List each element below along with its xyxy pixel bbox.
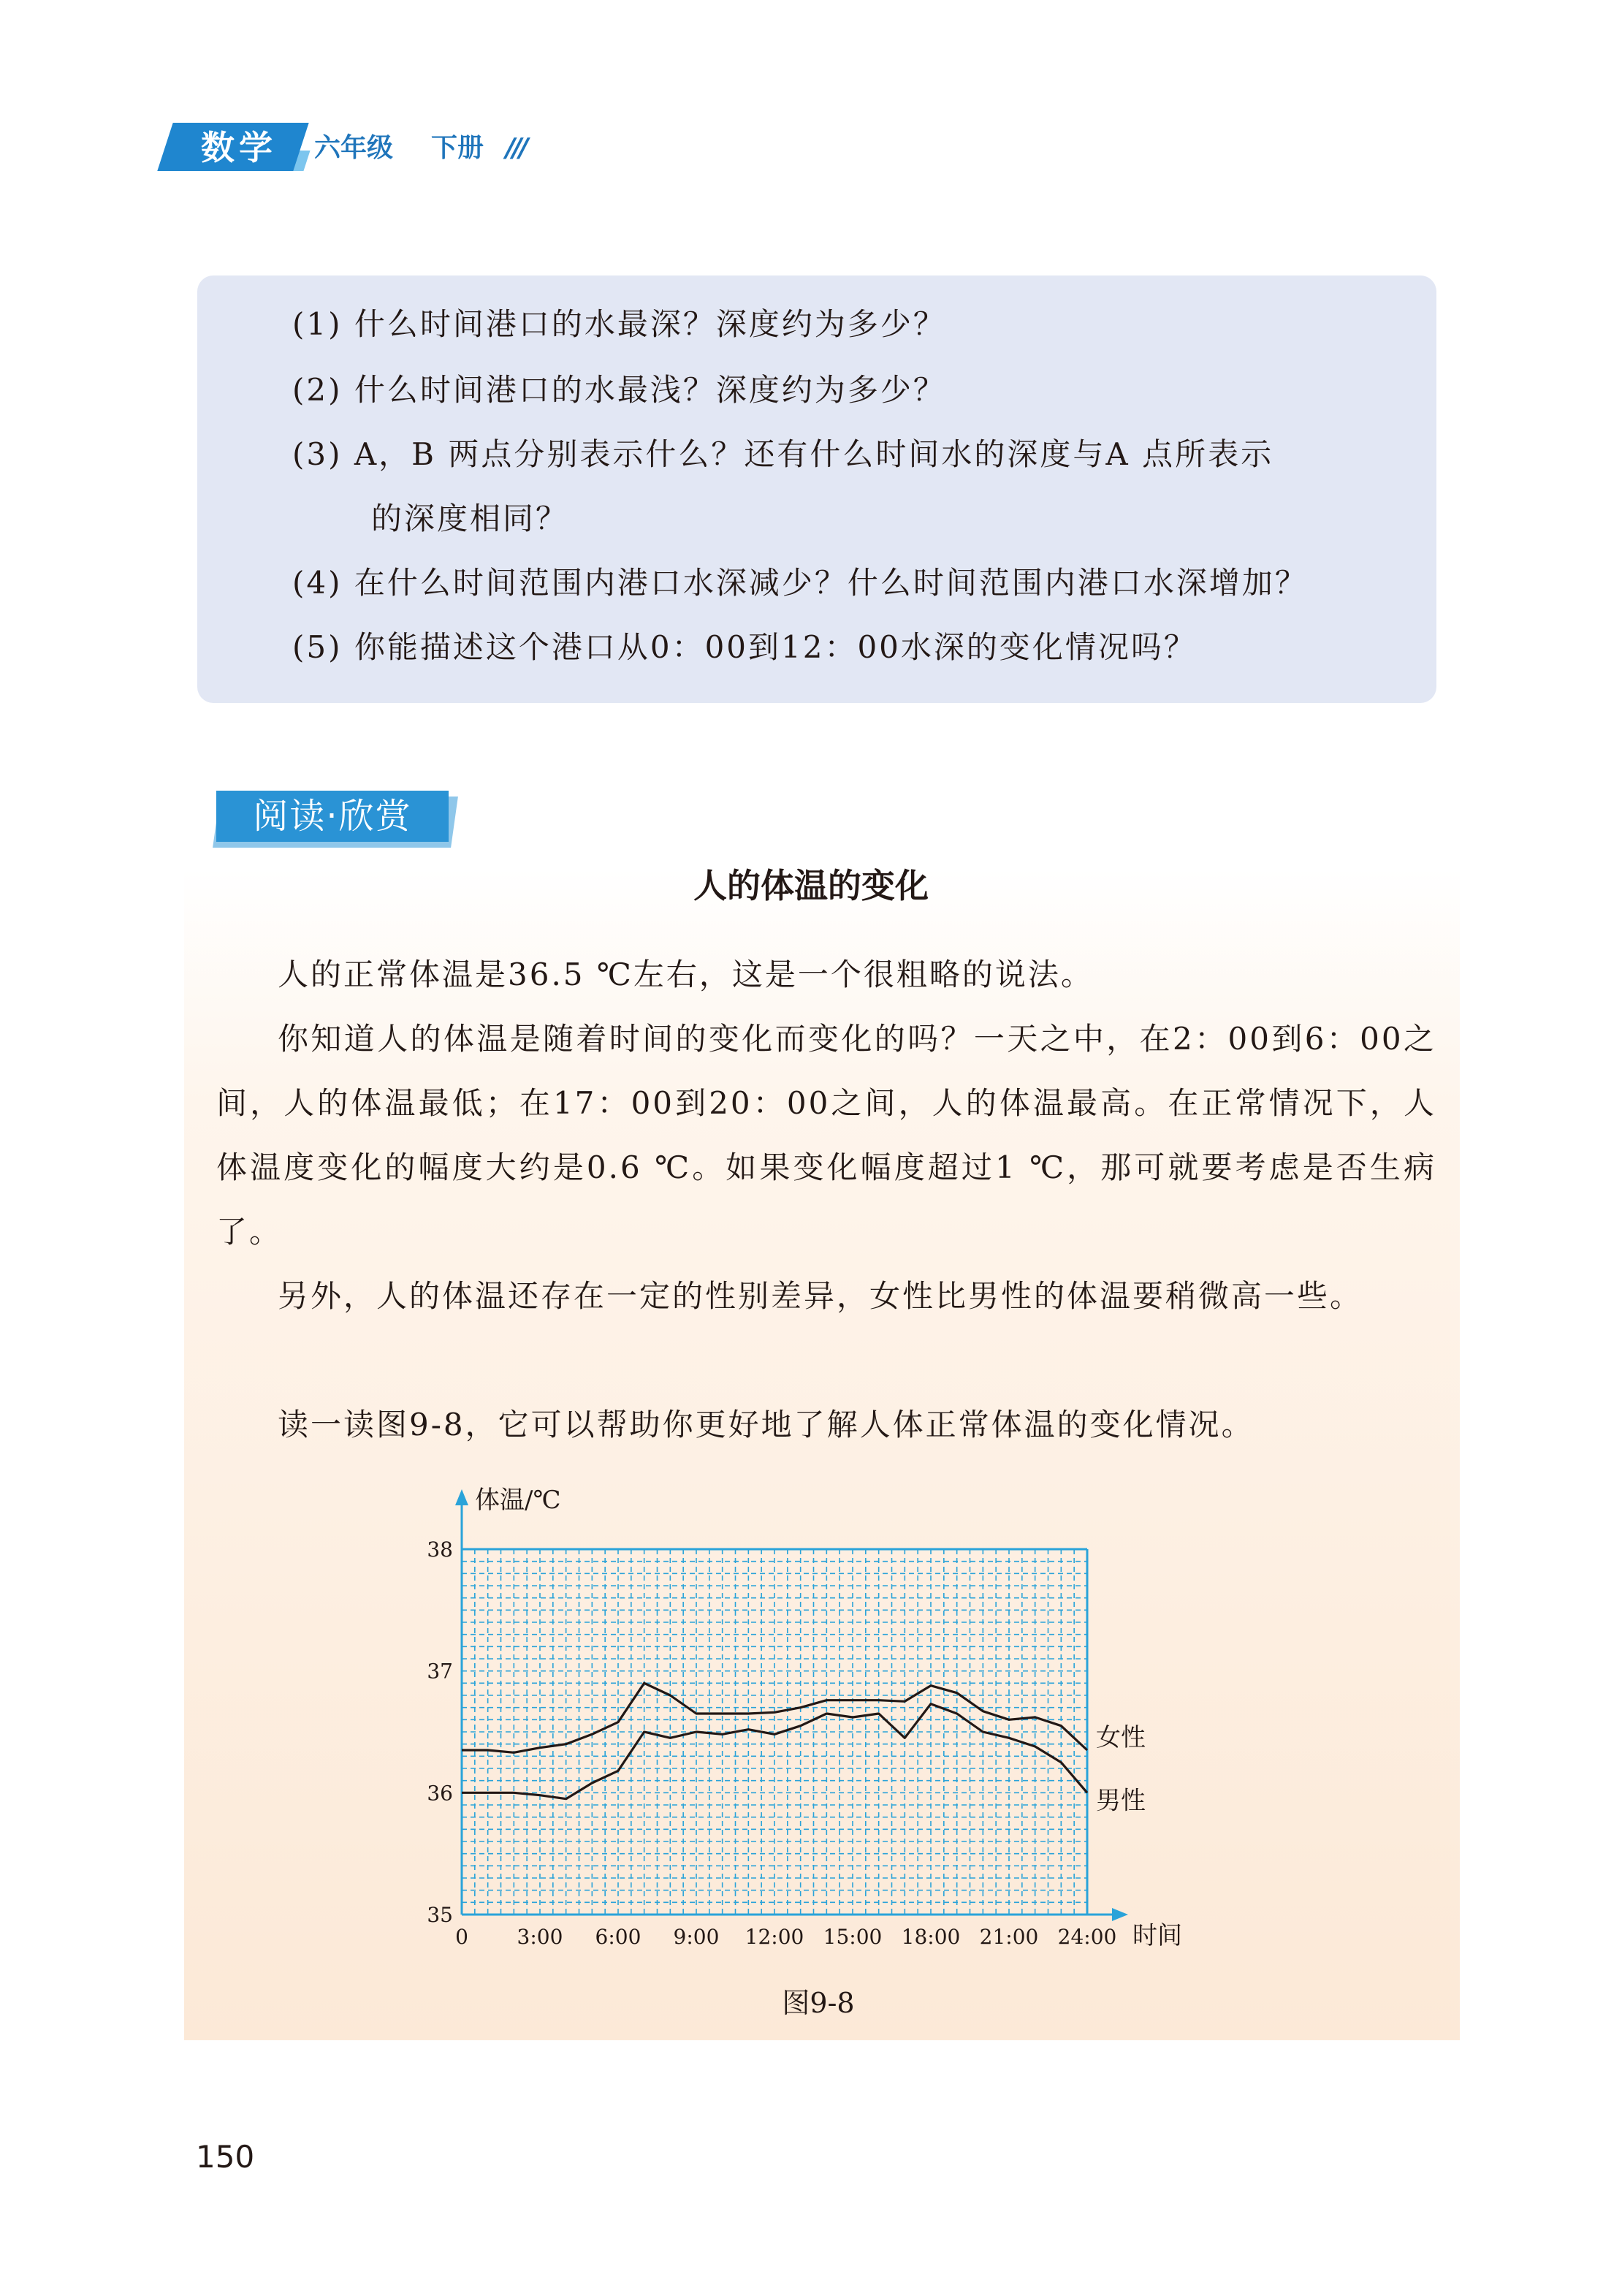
paragraph-1: 人的正常体温是36.5 ℃左右，这是一个很粗略的说法。 <box>278 957 1094 992</box>
reading-tag: 阅读·欣赏 <box>216 791 449 842</box>
x-tick-label: 3:00 <box>517 1925 563 1949</box>
x-tick-label: 12:00 <box>745 1925 804 1949</box>
question-5: (5) 你能描述这个港口从0：00到12：00水深的变化情况吗？ <box>292 629 1197 665</box>
paragraph-2: 你知道人的体温是随着时间的变化而变化的吗？一天之中，在2：00到6：00之间，人的体温最低；在17：00到20：00之间，人的体温最高。在正常情况下，人体温度变化的幅度大约是0.6 ℃。如果变化幅度超过1 ℃，那可就要考虑是否生病了。 <box>216 1021 1436 1250</box>
header-subject: 数学 <box>201 128 277 167</box>
x-tick-label: 15:00 <box>823 1925 883 1949</box>
y-tick-label: 38 <box>427 1537 453 1562</box>
x-tick-label: 6:00 <box>595 1925 641 1949</box>
paragraph-3: 另外，人的体温还存在一定的性别差异，女性比男性的体温要稍微高一些。 <box>278 1278 1363 1314</box>
series-label: 女性 <box>1096 1723 1146 1752</box>
y-tick-label: 35 <box>427 1903 453 1927</box>
x-axis-label: 时间 <box>1132 1921 1182 1950</box>
x-tick-label: 0 <box>455 1925 468 1949</box>
series-label: 男性 <box>1096 1786 1146 1816</box>
header-volume: 下册 <box>431 133 484 163</box>
y-axis-arrow <box>455 1489 468 1505</box>
figure-caption: 图9-8 <box>782 1987 855 2019</box>
question-1: (1) 什么时间港口的水最深？深度约为多少？ <box>292 306 946 342</box>
x-tick-label: 24:00 <box>1057 1925 1117 1949</box>
question-3-line2: 的深度相同？ <box>371 501 569 536</box>
chart-labels <box>475 1486 1182 1950</box>
question-4: (4) 在什么时间范围内港口水深减少？什么时间范围内港口水深增加？ <box>292 565 1308 601</box>
question-3-line1: (3) A，B 两点分别表示什么？还有什么时间水的深度与A 点所表示 <box>292 436 1274 472</box>
y-axis-label: 体温/℃ <box>475 1486 561 1515</box>
chart-axes <box>455 1489 1128 1921</box>
x-tick-label: 18:00 <box>901 1925 961 1949</box>
y-tick-label: 36 <box>427 1781 453 1806</box>
chart-ticks <box>427 1537 1116 1949</box>
question-2: (2) 什么时间港口的水最浅？深度约为多少？ <box>292 372 946 408</box>
x-tick-label: 9:00 <box>673 1925 720 1949</box>
header-grade: 六年级 <box>314 133 394 163</box>
chart-svg <box>409 1483 1213 1980</box>
y-tick-label: 37 <box>427 1659 453 1684</box>
page-number: 150 <box>196 2139 255 2175</box>
chart-grid <box>462 1549 1087 1915</box>
x-tick-label: 21:00 <box>979 1925 1039 1949</box>
x-axis-arrow <box>1112 1908 1128 1921</box>
header-decoration: /// <box>506 133 526 163</box>
temperature-chart <box>409 1483 1213 1983</box>
paragraph-4: 读一读图9-8，它可以帮助你更好地了解人体正常体温的变化情况。 <box>278 1407 1254 1442</box>
article-title: 人的体温的变化 <box>693 866 929 905</box>
